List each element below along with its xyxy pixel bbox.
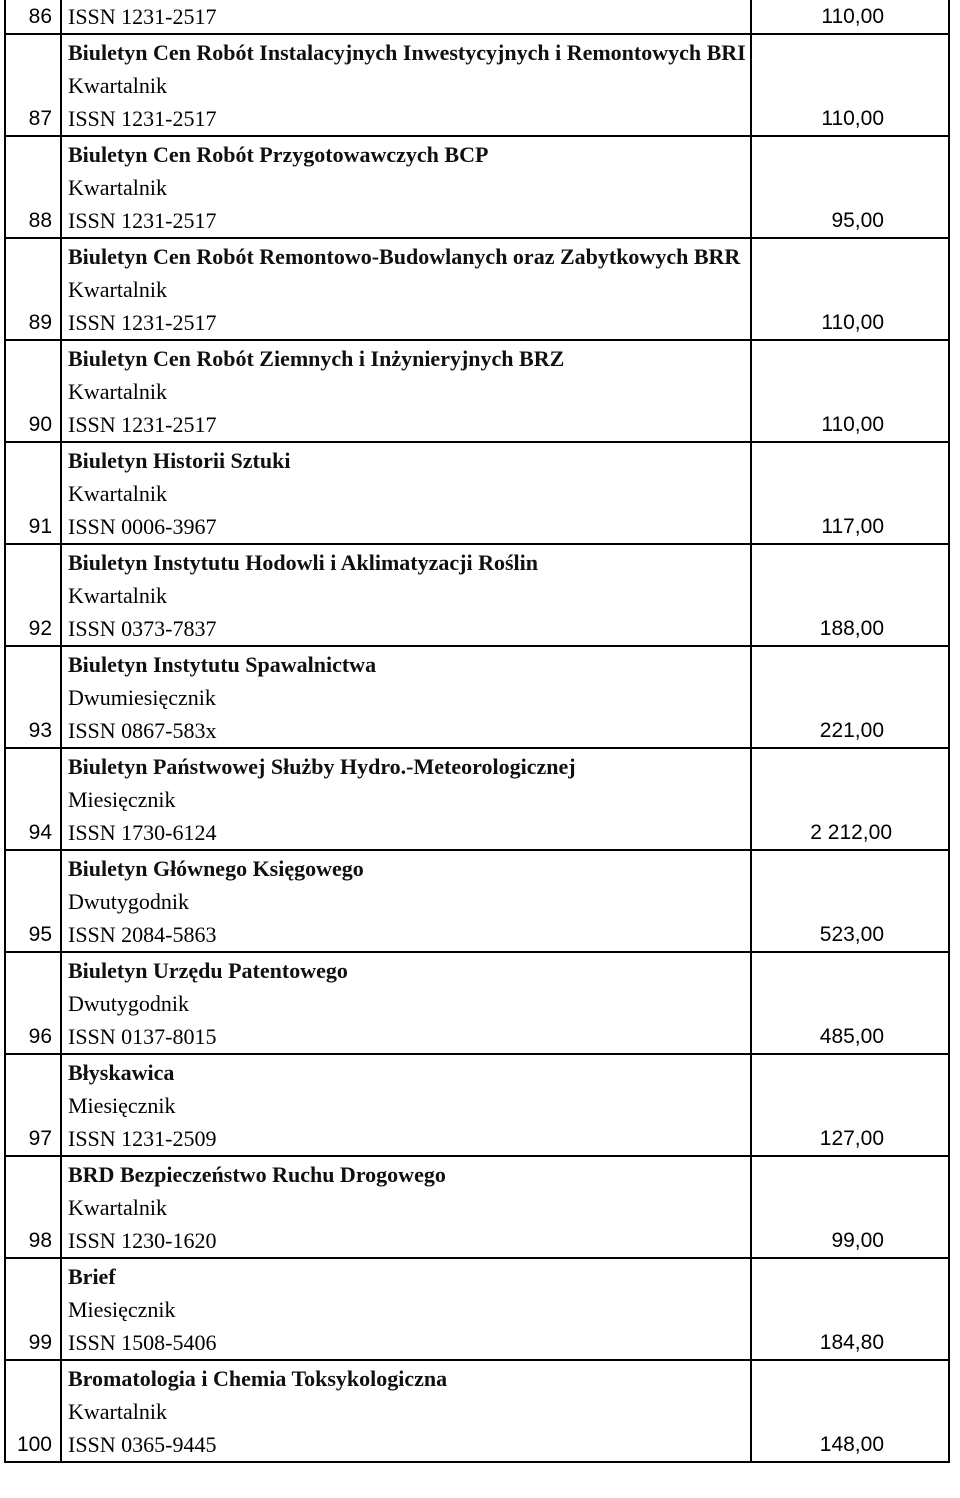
row-number: 88 xyxy=(5,136,61,238)
row-number: 92 xyxy=(5,544,61,646)
periodical-description xyxy=(61,748,751,850)
issn: ISSN 0137-8015 xyxy=(68,1024,217,1049)
row-number: 98 xyxy=(5,1156,61,1258)
table-row xyxy=(5,0,949,34)
frequency: Kwartalnik xyxy=(68,1399,167,1424)
price: 184,80 xyxy=(751,1258,949,1360)
issn: ISSN 1231-2509 xyxy=(68,1126,217,1151)
issn: ISSN 1231-2517 xyxy=(68,106,217,131)
row-number: 99 xyxy=(5,1258,61,1360)
issn: ISSN 1230-1620 xyxy=(68,1228,217,1253)
frequency: Miesięcznik xyxy=(68,1093,176,1118)
frequency: Kwartalnik xyxy=(68,1195,167,1220)
issn: ISSN 1231-2517 xyxy=(68,310,217,335)
frequency: Dwumiesięcznik xyxy=(68,685,216,710)
issn: ISSN 1730-6124 xyxy=(68,820,217,845)
periodical-title: Bromatologia i Chemia Toksykologiczna xyxy=(68,1366,448,1391)
frequency: Dwutygodnik xyxy=(68,889,189,914)
row-number: 91 xyxy=(5,442,61,544)
periodical-title: Biuletyn Głównego Księgowego xyxy=(68,856,364,881)
issn: ISSN 0365-9445 xyxy=(68,1432,217,1457)
table-row xyxy=(5,442,949,544)
price: 95,00 xyxy=(751,136,949,238)
issn: ISSN 0373-7837 xyxy=(68,616,217,641)
price: 221,00 xyxy=(751,646,949,748)
periodicals-table xyxy=(4,0,950,1463)
frequency: Dwutygodnik xyxy=(68,991,189,1016)
frequency: Miesięcznik xyxy=(68,1297,176,1322)
price-list-sheet xyxy=(4,0,948,1495)
price: 127,00 xyxy=(751,1054,949,1156)
periodical-title: Biuletyn Państwowej Służby Hydro.-Meteorologicznej xyxy=(68,754,576,779)
price: 110,00 xyxy=(751,340,949,442)
periodical-description xyxy=(61,850,751,952)
row-number: 87 xyxy=(5,34,61,136)
periodical-description xyxy=(61,1360,751,1462)
issn: ISSN 1231-2517 xyxy=(68,208,217,233)
row-number: 93 xyxy=(5,646,61,748)
periodical-description xyxy=(61,1054,751,1156)
table-row xyxy=(5,238,949,340)
table-row xyxy=(5,1258,949,1360)
table-row xyxy=(5,748,949,850)
frequency: Kwartalnik xyxy=(68,175,167,200)
periodical-description xyxy=(61,238,751,340)
periodical-title: Biuletyn Cen Robót Przygotowawczych BCP xyxy=(68,142,489,167)
row-number: 97 xyxy=(5,1054,61,1156)
row-number: 94 xyxy=(5,748,61,850)
table-row xyxy=(5,850,949,952)
table-row xyxy=(5,1156,949,1258)
periodical-title: BRD Bezpieczeństwo Ruchu Drogowego xyxy=(68,1162,446,1187)
table-row xyxy=(5,952,949,1054)
frequency: Miesięcznik xyxy=(68,787,176,812)
periodical-description xyxy=(61,442,751,544)
row-number: 89 xyxy=(5,238,61,340)
frequency: Kwartalnik xyxy=(68,583,167,608)
price: 523,00 xyxy=(751,850,949,952)
price: 148,00 xyxy=(751,1360,949,1462)
periodical-description xyxy=(61,1156,751,1258)
periodical-title: Biuletyn Instytutu Hodowli i Aklimatyzacji Roślin xyxy=(68,550,539,575)
row-number: 100 xyxy=(5,1360,61,1462)
row-number: 90 xyxy=(5,340,61,442)
periodical-description xyxy=(61,646,751,748)
table-row xyxy=(5,340,949,442)
periodical-title: Biuletyn Urzędu Patentowego xyxy=(68,958,348,983)
periodical-title: Biuletyn Historii Sztuki xyxy=(68,448,291,473)
issn: ISSN 1508-5406 xyxy=(68,1330,217,1355)
periodical-description xyxy=(61,136,751,238)
issn: ISSN 2084-5863 xyxy=(68,922,217,947)
row-number: 86 xyxy=(5,0,61,34)
price: 110,00 xyxy=(751,238,949,340)
table-row xyxy=(5,1054,949,1156)
periodical-description xyxy=(61,340,751,442)
price: 188,00 xyxy=(751,544,949,646)
table-row xyxy=(5,136,949,238)
frequency: Kwartalnik xyxy=(68,73,167,98)
row-number: 95 xyxy=(5,850,61,952)
table-row xyxy=(5,544,949,646)
frequency: Kwartalnik xyxy=(68,379,167,404)
periodical-description xyxy=(61,34,751,136)
issn: ISSN 1231-2517 xyxy=(68,4,217,29)
periodical-description xyxy=(61,1258,751,1360)
frequency: Kwartalnik xyxy=(68,481,167,506)
periodical-description xyxy=(61,0,751,34)
price: 485,00 xyxy=(751,952,949,1054)
price: 117,00 xyxy=(751,442,949,544)
issn: ISSN 0006-3967 xyxy=(68,514,217,539)
periodical-description xyxy=(61,952,751,1054)
frequency: Kwartalnik xyxy=(68,277,167,302)
periodical-title: Brief xyxy=(68,1264,116,1289)
table-row xyxy=(5,646,949,748)
periodical-title: Błyskawica xyxy=(68,1060,175,1085)
periodical-title: Biuletyn Instytutu Spawalnictwa xyxy=(68,652,377,677)
periodical-title: Biuletyn Cen Robót Instalacyjnych Inwestycyjnych i Remontowych BRI xyxy=(68,40,746,65)
table-row xyxy=(5,1360,949,1462)
price: 2 212,00 xyxy=(751,748,949,850)
price: 99,00 xyxy=(751,1156,949,1258)
periodical-description xyxy=(61,544,751,646)
row-number: 96 xyxy=(5,952,61,1054)
price: 110,00 xyxy=(751,34,949,136)
table-row xyxy=(5,34,949,136)
periodical-title: Biuletyn Cen Robót Ziemnych i Inżynieryjnych BRZ xyxy=(68,346,565,371)
issn: ISSN 0867-583x xyxy=(68,718,217,743)
issn: ISSN 1231-2517 xyxy=(68,412,217,437)
price: 110,00 xyxy=(751,0,949,34)
periodical-title: Biuletyn Cen Robót Remontowo-Budowlanych oraz Zabytkowych BRR xyxy=(68,244,741,269)
